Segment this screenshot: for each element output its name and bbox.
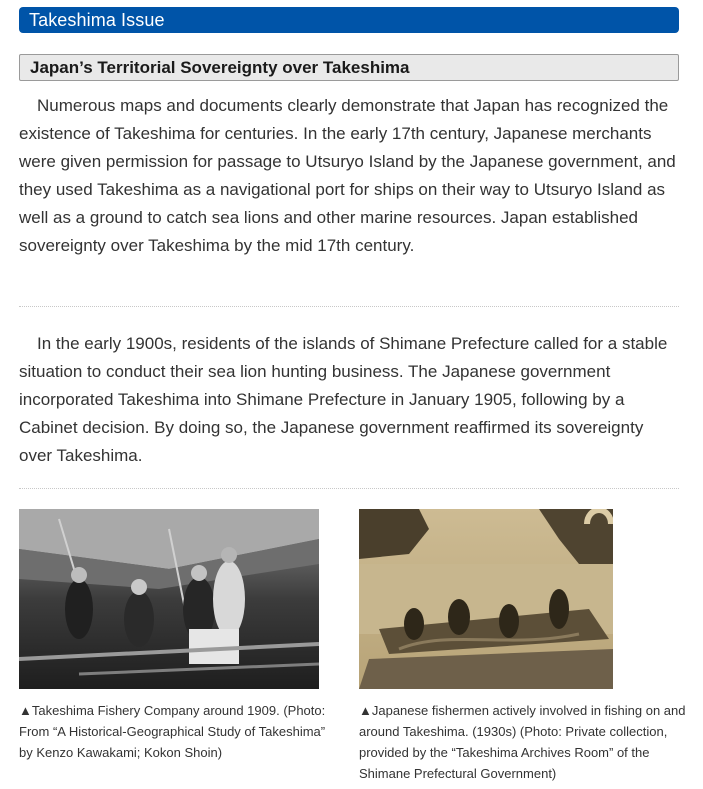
photo-caption: ▲Takeshima Fishery Company around 1909. (Photo: From “A Historical-Geographical Study of Takeshima” by Kenzo Kawakami; Kokon Shoin) — [19, 703, 326, 760]
page-title: Takeshima Issue — [29, 10, 165, 30]
paragraph-history: Numerous maps and documents clearly demonstrate that Japan has recognized the existence of Takeshima for centuries. In the early 17th century, Japanese merchants were given permission for passage to Utsuryo Island by the Japanese government, and they used Takeshima as a navigational port for ships on their way to Utsuryo Island as well as a ground to catch sea lions and other marine resources. Japan established sovereignty over Takeshima by the mid 17th century. — [19, 96, 676, 255]
section-header — [19, 54, 679, 81]
paragraph-incorporation: In the early 1900s, residents of the islands of Shimane Prefecture called for a stable situation to conduct their sea lion hunting business. The Japanese government incorporated Takeshima into Shimane Prefecture in January 1905, following by a Cabinet decision. By doing so, the Japanese government reaffirmed its sovereignty over Takeshima. — [19, 334, 668, 465]
section-title: Japan’s Territorial Sovereignty over Takeshima — [30, 58, 410, 77]
fishery-company-photo — [19, 509, 319, 689]
divider — [19, 488, 679, 489]
fishermen-photo — [359, 509, 613, 689]
photo-caption: ▲Japanese fishermen actively involved in fishing on and around Takeshima. (1930s) (Photo: Private collection, provided by the “Takeshima Archives Room” of the Shimane Prefectural Government) — [359, 703, 686, 781]
divider — [19, 306, 679, 307]
page-header-bar — [19, 7, 679, 33]
